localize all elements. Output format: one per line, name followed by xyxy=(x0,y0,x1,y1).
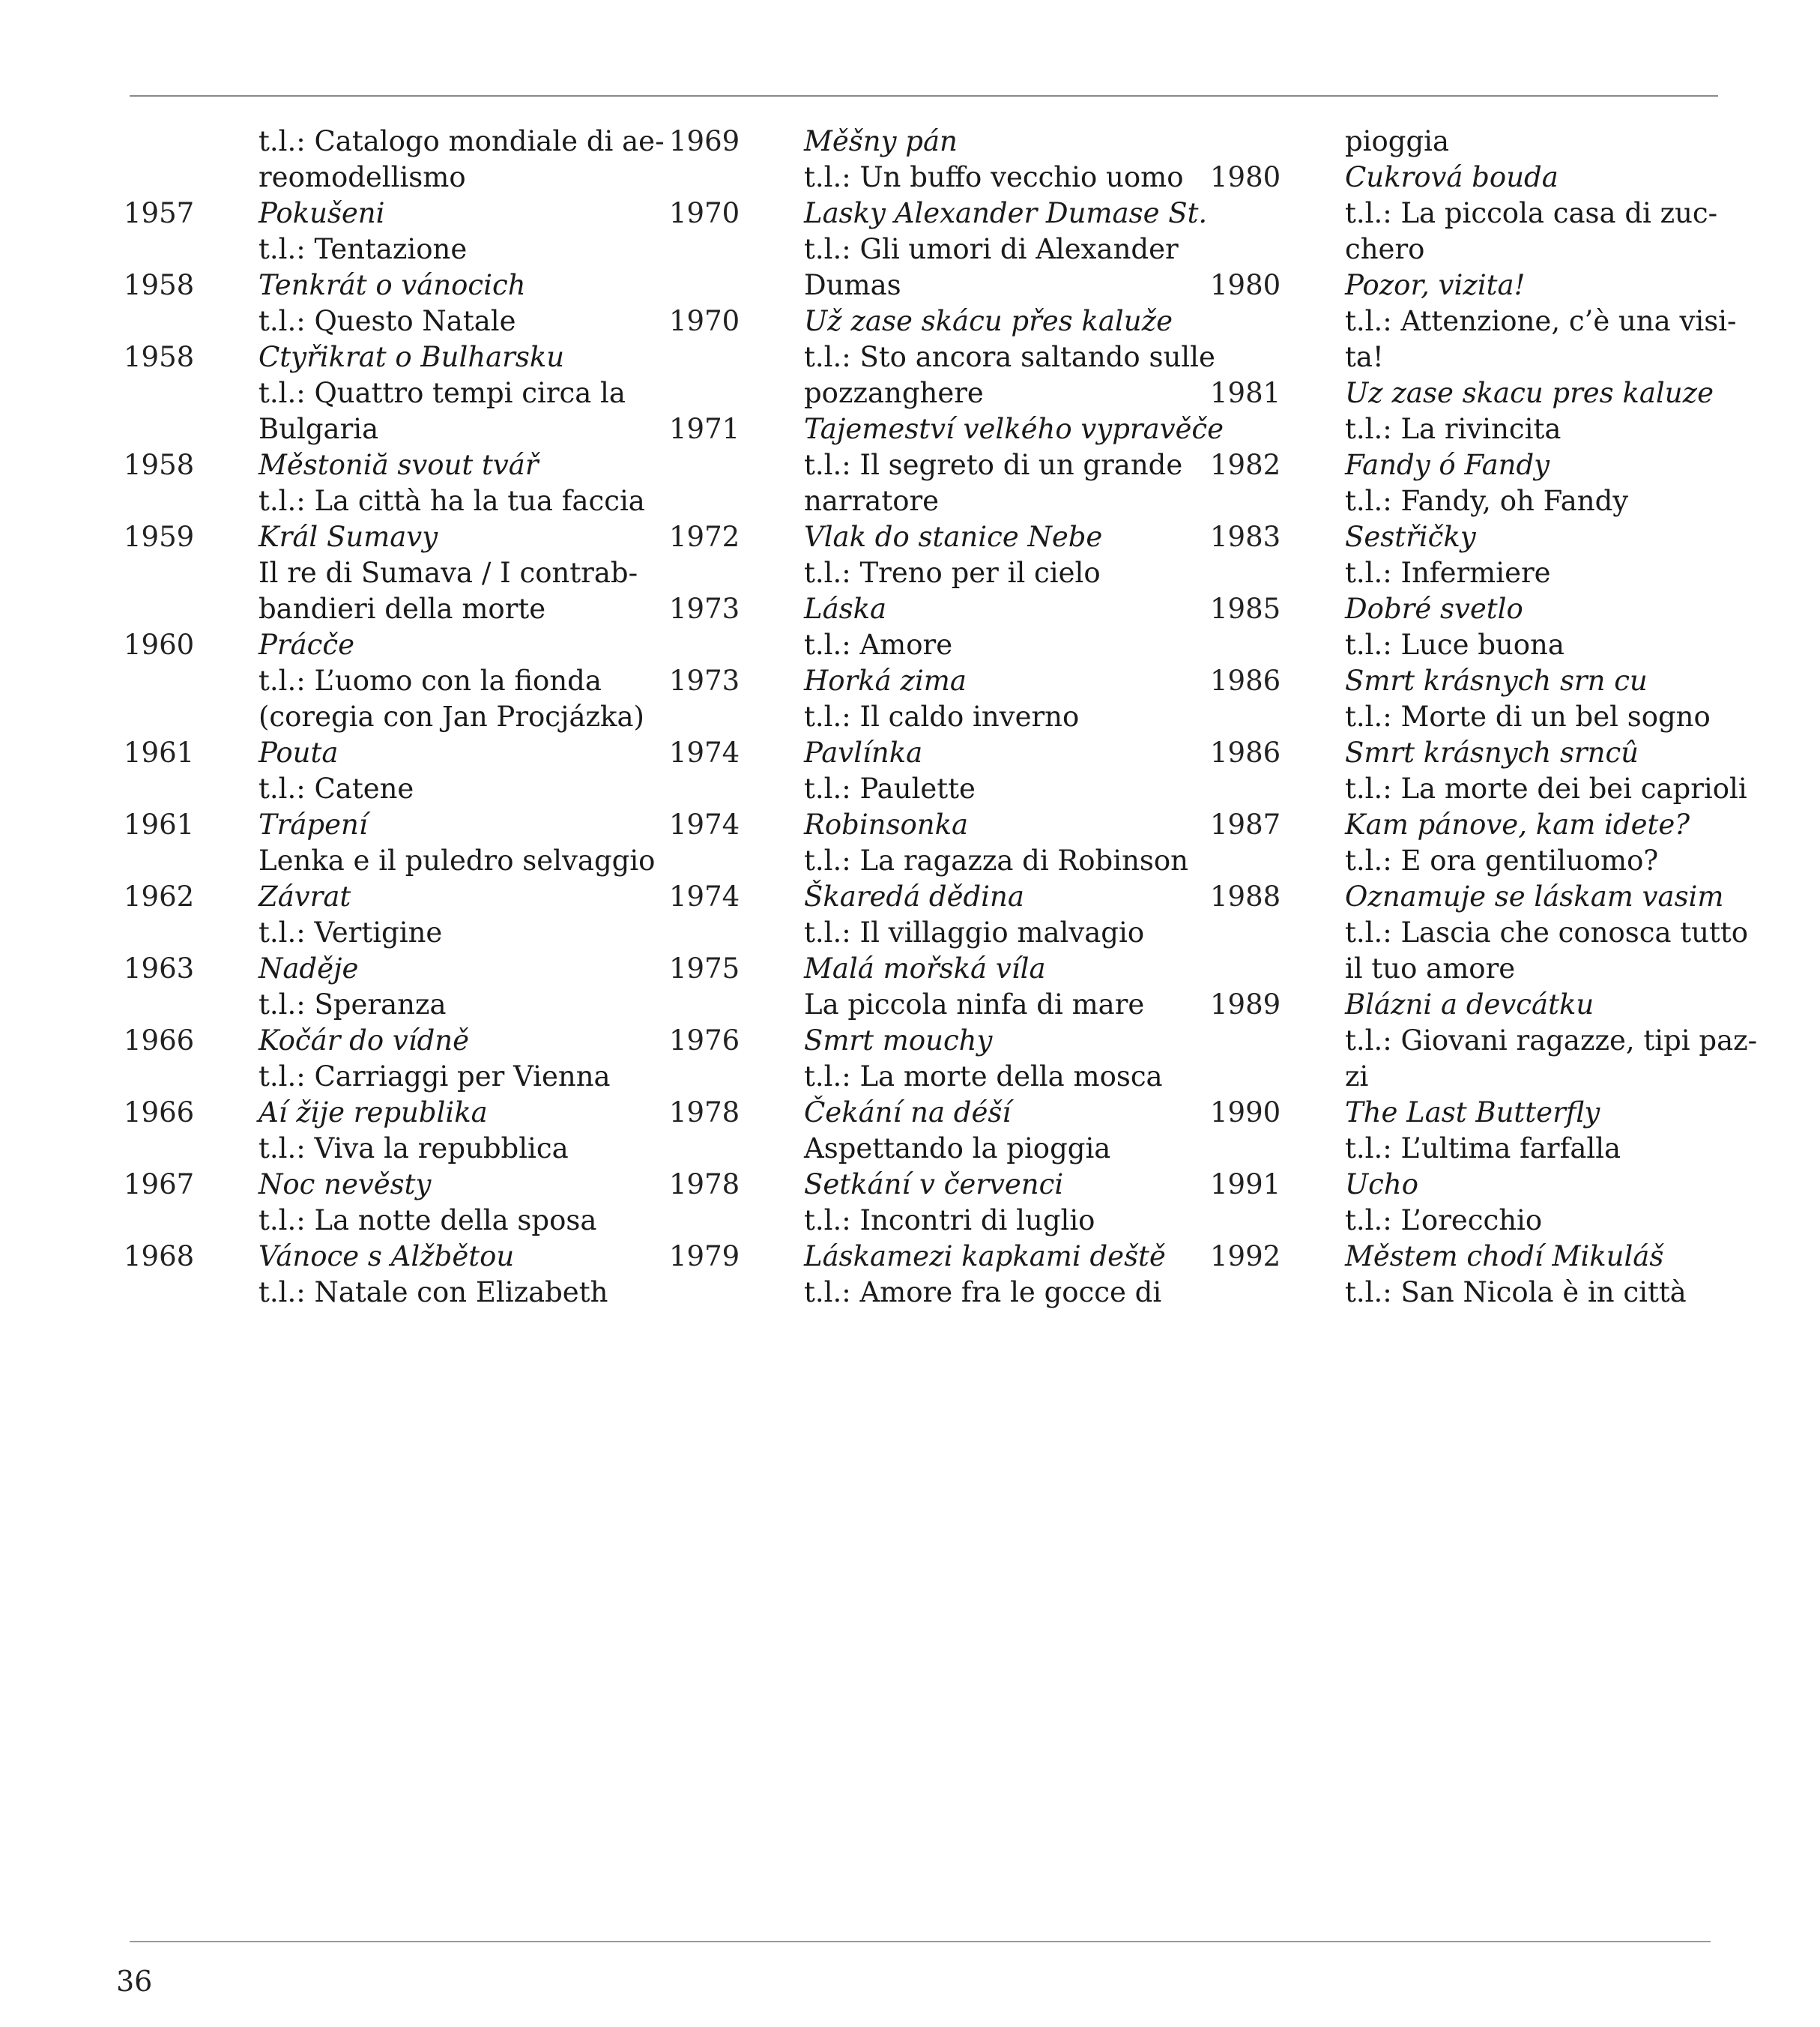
film-note: t.l.: L’uomo con la fionda xyxy=(259,665,602,697)
film-note: t.l.: Attenzione, c’è una visi- xyxy=(1345,305,1737,337)
filmography-entry xyxy=(669,1095,1171,1167)
film-title: Tenkrát o vánocich xyxy=(259,269,526,301)
film-title: Uz zase skacu pres kaluze xyxy=(1345,377,1714,409)
entry-text xyxy=(259,1167,626,1239)
entry-text xyxy=(804,879,1171,951)
entry-year: 1974 xyxy=(669,880,740,913)
entry-year: 1972 xyxy=(669,521,740,553)
film-note: zi xyxy=(1345,1060,1369,1093)
film-title: The Last Butterfly xyxy=(1345,1096,1600,1129)
entry-text xyxy=(1345,519,1712,591)
filmography-entry xyxy=(1210,807,1712,879)
film-title: Městem chodí Mikuláš xyxy=(1345,1240,1664,1272)
filmography-entry xyxy=(669,807,1188,879)
entry-text xyxy=(804,519,1171,591)
entry-year: 1973 xyxy=(669,593,740,625)
entry-text xyxy=(804,196,1208,303)
film-title: Láskamezi kapkami deště xyxy=(804,1240,1166,1272)
entry-text xyxy=(804,303,1215,411)
film-title: Ucho xyxy=(1345,1168,1419,1200)
film-title: Cukrová bouda xyxy=(1345,161,1559,193)
film-title: Vlak do stanice Nebe xyxy=(804,521,1103,553)
entry-text xyxy=(259,951,626,1023)
entry-text xyxy=(804,807,1188,879)
entry-text xyxy=(1345,735,1747,807)
entry-year: 1974 xyxy=(669,737,740,769)
entry-text xyxy=(1345,807,1712,879)
entry-text xyxy=(259,735,626,807)
filmography-entry xyxy=(669,411,1224,519)
film-note: t.l.: L’ultima farfalla xyxy=(1345,1132,1621,1164)
film-title: Pozor, vizita! xyxy=(1345,269,1526,301)
entry-year: 1974 xyxy=(669,809,740,841)
filmography-entry xyxy=(669,1239,1171,1311)
entry-year: 1959 xyxy=(124,521,195,553)
filmography-entry xyxy=(124,1239,626,1311)
filmography-entry xyxy=(1210,735,1747,807)
film-title: Škaredá dědina xyxy=(804,880,1024,913)
film-note: t.l.: La rivincita xyxy=(1345,413,1561,445)
film-title: Smrt mouchy xyxy=(804,1024,993,1057)
filmography-column-1 xyxy=(124,124,665,1311)
entry-year: 1966 xyxy=(124,1096,195,1129)
entry-text xyxy=(259,1095,626,1167)
film-note: chero xyxy=(1345,233,1425,265)
film-note: t.l.: Paulette xyxy=(804,773,976,805)
film-note: t.l.: Speranza xyxy=(259,988,447,1021)
film-note: t.l.: Giovani ragazze, tipi paz- xyxy=(1345,1024,1758,1057)
entry-text xyxy=(804,951,1171,1023)
film-note: t.l.: Natale con Elizabeth xyxy=(259,1276,608,1308)
entry-text xyxy=(259,339,626,447)
film-title: Pokušeni xyxy=(259,197,385,229)
film-note: il tuo amore xyxy=(1345,952,1516,985)
filmography-entry xyxy=(124,268,626,339)
film-title: Vánoce s Alžbětou xyxy=(259,1240,515,1272)
film-title: Kočár do vídně xyxy=(259,1024,470,1057)
film-note: t.l.: L’orecchio xyxy=(1345,1204,1543,1236)
film-note: Aspettando la pioggia xyxy=(804,1132,1111,1164)
entry-year: 1986 xyxy=(1210,665,1281,697)
filmography-entry xyxy=(669,591,1171,663)
entry-text xyxy=(259,124,665,196)
entry-year: 1978 xyxy=(669,1168,740,1200)
entry-year: 1976 xyxy=(669,1024,740,1057)
film-note: t.l.: Tentazione xyxy=(259,233,468,265)
filmography-entry xyxy=(669,951,1171,1023)
film-note: t.l.: Vertigine xyxy=(259,916,443,949)
film-note: t.l.: Catene xyxy=(259,773,414,805)
entry-year: 1961 xyxy=(124,737,195,769)
entry-year: 1958 xyxy=(124,449,195,481)
film-note: t.l.: Luce buona xyxy=(1345,629,1564,661)
filmography-entry xyxy=(124,1023,626,1095)
entry-text xyxy=(1345,987,1758,1095)
film-note: t.l.: Viva la repubblica xyxy=(259,1132,569,1164)
film-title: Horká zima xyxy=(804,665,967,697)
entry-year: 1979 xyxy=(669,1240,740,1272)
entry-text xyxy=(1345,591,1712,663)
entry-year: 1981 xyxy=(1210,377,1281,409)
filmography-entry xyxy=(1210,447,1712,519)
film-title: Závrat xyxy=(259,880,351,913)
entry-text xyxy=(259,1239,626,1311)
film-title: Smrt krásnych srn cu xyxy=(1345,665,1648,697)
film-note: narratore xyxy=(804,485,940,517)
film-note: La piccola ninfa di mare xyxy=(804,988,1145,1021)
film-note: t.l.: Carriaggi per Vienna xyxy=(259,1060,611,1093)
entry-text xyxy=(1345,124,1712,160)
filmography-entry xyxy=(124,879,626,951)
film-note: t.l.: Lascia che conosca tutto xyxy=(1345,916,1748,949)
entry-year: 1982 xyxy=(1210,449,1281,481)
filmography-entry xyxy=(124,1095,626,1167)
filmography-entry xyxy=(1210,519,1712,591)
film-title: Setkání v červenci xyxy=(804,1168,1064,1200)
filmography-entry xyxy=(124,1167,626,1239)
entry-text xyxy=(804,1095,1171,1167)
film-note: reomodellismo xyxy=(259,161,466,193)
entry-text xyxy=(259,627,644,735)
entry-year xyxy=(1210,124,1345,160)
film-note: t.l.: Quattro tempi circa la xyxy=(259,377,626,409)
film-note: t.l.: E ora gentiluomo? xyxy=(1345,845,1659,877)
film-note: t.l.: Il segreto di un grande xyxy=(804,449,1183,481)
film-note: t.l.: La ragazza di Robinson xyxy=(804,845,1188,877)
entry-year: 1975 xyxy=(669,952,740,985)
filmography-entry xyxy=(669,303,1215,411)
entry-year: 1989 xyxy=(1210,988,1281,1021)
film-note: pozzanghere xyxy=(804,377,984,409)
film-note: (coregia con Jan Procjázka) xyxy=(259,701,644,733)
filmography-entry xyxy=(124,951,626,1023)
film-note: t.l.: Questo Natale xyxy=(259,305,516,337)
film-note: t.l.: Amore xyxy=(804,629,953,661)
film-note: t.l.: Incontri di luglio xyxy=(804,1204,1095,1236)
film-title: Trápení xyxy=(259,809,368,841)
entry-year: 1967 xyxy=(124,1168,195,1200)
entry-text xyxy=(804,411,1224,519)
film-title: Pavlínka xyxy=(804,737,923,769)
film-title: Pouta xyxy=(259,737,339,769)
filmography-entry xyxy=(124,627,644,735)
film-note: t.l.: La città ha la tua faccia xyxy=(259,485,645,517)
filmography-entry xyxy=(1210,375,1712,447)
entry-year: 1961 xyxy=(124,809,195,841)
entry-year: 1969 xyxy=(669,125,740,157)
entry-text xyxy=(259,447,645,519)
entry-text xyxy=(259,807,656,879)
film-title: Aí žije republika xyxy=(259,1096,488,1129)
entry-year: 1958 xyxy=(124,341,195,373)
filmography-entry xyxy=(124,124,665,196)
filmography-entry xyxy=(124,339,626,447)
film-title: Dobré svetlo xyxy=(1345,593,1523,625)
entry-year: 1990 xyxy=(1210,1096,1281,1129)
film-note: t.l.: Fandy, oh Fandy xyxy=(1345,485,1629,517)
filmography-entry xyxy=(124,735,626,807)
entry-year: 1986 xyxy=(1210,737,1281,769)
filmography-entry xyxy=(669,519,1171,591)
entry-text xyxy=(1345,375,1712,447)
film-title: Blázni a devcátku xyxy=(1345,988,1594,1021)
filmography-entry xyxy=(1210,1167,1712,1239)
entry-year: 1987 xyxy=(1210,809,1281,841)
filmography-entry xyxy=(124,196,626,268)
film-title: Městoniă svout tvář xyxy=(259,449,539,481)
filmography-entry xyxy=(669,663,1171,735)
entry-year: 1963 xyxy=(124,952,195,985)
entry-year: 1985 xyxy=(1210,593,1281,625)
film-note: t.l.: Il villaggio malvagio xyxy=(804,916,1145,949)
entry-text xyxy=(804,124,1184,196)
film-note: t.l.: La piccola casa di zuc- xyxy=(1345,197,1718,229)
entry-text xyxy=(259,879,626,951)
entry-text xyxy=(259,519,638,627)
bottom-rule xyxy=(130,1941,1711,1942)
entry-text xyxy=(804,1167,1171,1239)
entry-text xyxy=(1345,1095,1712,1167)
entry-text xyxy=(804,1239,1171,1311)
top-rule xyxy=(130,95,1718,97)
film-note: bandieri della morte xyxy=(259,593,546,625)
entry-text xyxy=(804,735,1171,807)
entry-year: 1960 xyxy=(124,629,195,661)
film-note: t.l.: Treno per il cielo xyxy=(804,557,1101,589)
film-note: ta! xyxy=(1345,341,1384,373)
page-number: 36 xyxy=(116,1965,153,1998)
film-title: Oznamuje se láskam vasim xyxy=(1345,880,1724,913)
entry-year: 1983 xyxy=(1210,521,1281,553)
film-note: t.l.: Un buffo vecchio uomo xyxy=(804,161,1184,193)
entry-text xyxy=(1345,160,1718,268)
film-note: t.l.: La notte della sposa xyxy=(259,1204,597,1236)
film-title: Měšny pán xyxy=(804,125,958,157)
entry-year xyxy=(124,124,259,196)
film-title: Prácče xyxy=(259,629,354,661)
film-note: t.l.: Catalogo mondiale di ae- xyxy=(259,125,665,157)
film-note: t.l.: Gli umori di Alexander xyxy=(804,233,1179,265)
film-note: t.l.: San Nicola è in città xyxy=(1345,1276,1687,1308)
entry-year: 1992 xyxy=(1210,1240,1281,1272)
film-title: Smrt krásnych srncû xyxy=(1345,737,1639,769)
entry-text xyxy=(804,663,1171,735)
entry-year: 1988 xyxy=(1210,880,1281,913)
filmography-entry xyxy=(669,124,1184,196)
film-note: pioggia xyxy=(1345,125,1450,157)
entry-year: 1957 xyxy=(124,197,195,229)
entry-text xyxy=(259,268,626,339)
film-title: Už zase skácu přes kaluže xyxy=(804,305,1173,337)
filmography-entry xyxy=(1210,591,1712,663)
film-note: t.l.: La morte della mosca xyxy=(804,1060,1163,1093)
filmography-entry xyxy=(669,1167,1171,1239)
entry-year: 1970 xyxy=(669,305,740,337)
film-title: Malá mořská víla xyxy=(804,952,1046,985)
filmography-entry xyxy=(669,879,1171,951)
filmography-entry xyxy=(669,1023,1171,1095)
film-title: Fandy ó Fandy xyxy=(1345,449,1550,481)
entry-year: 1980 xyxy=(1210,161,1281,193)
filmography-entry xyxy=(124,519,638,627)
filmography-column-3 xyxy=(1210,124,1758,1311)
filmography-entry xyxy=(1210,124,1712,160)
film-title: Robinsonka xyxy=(804,809,969,841)
film-title: Sestřičky xyxy=(1345,521,1476,553)
filmography-entry xyxy=(124,447,645,519)
film-note: Dumas xyxy=(804,269,901,301)
entry-text xyxy=(259,1023,626,1095)
entry-year: 1962 xyxy=(124,880,195,913)
film-note: t.l.: Il caldo inverno xyxy=(804,701,1080,733)
entry-year: 1978 xyxy=(669,1096,740,1129)
entry-year: 1958 xyxy=(124,269,195,301)
entry-text xyxy=(804,591,1171,663)
entry-year: 1966 xyxy=(124,1024,195,1057)
film-title: Ctyřikrat o Bulharsku xyxy=(259,341,565,373)
entry-year: 1971 xyxy=(669,413,740,445)
film-title: Naděje xyxy=(259,952,359,985)
entry-text xyxy=(804,1023,1171,1095)
film-title: Láska xyxy=(804,593,887,625)
entry-year: 1970 xyxy=(669,197,740,229)
entry-text xyxy=(259,196,626,268)
film-note: Bulgaria xyxy=(259,413,379,445)
film-title: Král Sumavy xyxy=(259,521,438,553)
film-note: Il re di Sumava / I contrab- xyxy=(259,557,638,589)
entry-text xyxy=(1345,268,1737,375)
film-note: t.l.: La morte dei bei caprioli xyxy=(1345,773,1747,805)
filmography-entry xyxy=(1210,1239,1712,1311)
entry-year: 1980 xyxy=(1210,269,1281,301)
film-title: Kam pánove, kam idete? xyxy=(1345,809,1690,841)
filmography-entry xyxy=(1210,1095,1712,1167)
entry-year: 1968 xyxy=(124,1240,195,1272)
film-note: t.l.: Morte di un bel sogno xyxy=(1345,701,1711,733)
film-title: Čekání na déší xyxy=(804,1096,1012,1129)
film-title: Tajemeství velkého vypravěče xyxy=(804,413,1224,445)
film-note: t.l.: Infermiere xyxy=(1345,557,1551,589)
film-note: t.l.: Sto ancora saltando sulle xyxy=(804,341,1215,373)
filmography-entry xyxy=(1210,879,1748,987)
film-note: Lenka e il puledro selvaggio xyxy=(259,845,656,877)
entry-year: 1973 xyxy=(669,665,740,697)
filmography-entry xyxy=(1210,268,1737,375)
filmography-entry xyxy=(1210,663,1712,735)
filmography-column-2 xyxy=(669,124,1224,1311)
entry-text xyxy=(1345,447,1712,519)
entry-text xyxy=(1345,1239,1712,1311)
filmography-entry xyxy=(1210,160,1718,268)
film-title: Noc nevěsty xyxy=(259,1168,432,1200)
filmography-entry xyxy=(124,807,656,879)
filmography-entry xyxy=(669,196,1208,303)
entry-text xyxy=(1345,879,1748,987)
entry-text xyxy=(1345,663,1712,735)
entry-year: 1991 xyxy=(1210,1168,1281,1200)
filmography-entry xyxy=(669,735,1171,807)
film-title: Lasky Alexander Dumase St. xyxy=(804,197,1208,229)
entry-text xyxy=(1345,1167,1712,1239)
filmography-entry xyxy=(1210,987,1758,1095)
film-note: t.l.: Amore fra le gocce di xyxy=(804,1276,1162,1308)
